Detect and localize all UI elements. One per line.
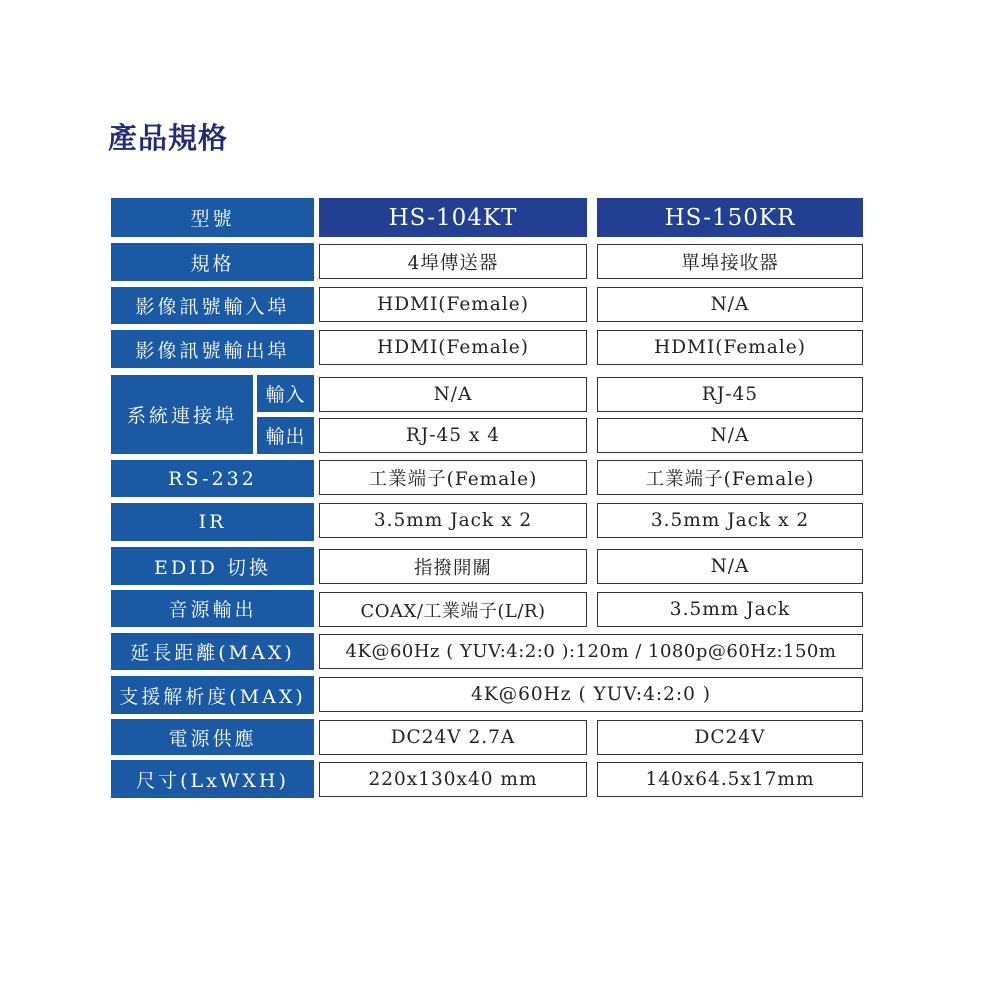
model-hs-150kr-header: HS-150KR <box>597 198 863 237</box>
extension-distance-label: 延長距離(MAX) <box>111 633 314 670</box>
system-port-label: 系統連接埠 <box>111 375 253 454</box>
size-label: 尺寸(LxWXH) <box>111 760 314 798</box>
rs232-value-1: 工業端子(Female) <box>319 460 587 495</box>
audio-output-value-2: 3.5mm Jack <box>597 592 863 627</box>
resolution-value: 4K@60Hz ( YUV:4:2:0 ) <box>319 677 863 712</box>
audio-output-label: 音源輸出 <box>111 590 314 627</box>
video-input-value-2: N/A <box>597 287 863 322</box>
system-output-value-2: N/A <box>597 418 863 453</box>
edid-value-2: N/A <box>597 549 863 584</box>
ir-label: IR <box>111 503 314 541</box>
rs232-value-2: 工業端子(Female) <box>597 460 863 495</box>
model-header-label: 型號 <box>111 198 314 237</box>
system-port-output-label: 輸出 <box>257 417 314 454</box>
system-input-value-1: N/A <box>319 377 587 412</box>
size-value-2: 140x64.5x17mm <box>597 762 863 797</box>
video-output-value-2: HDMI(Female) <box>597 330 863 365</box>
extension-distance-value: 4K@60Hz ( YUV:4:2:0 ):120m / 1080p@60Hz:150m <box>319 634 863 669</box>
system-port-input-label: 輸入 <box>257 375 314 412</box>
ir-value-1: 3.5mm Jack x 2 <box>319 503 587 538</box>
ir-value-2: 3.5mm Jack x 2 <box>597 503 863 538</box>
page-title: 產品規格 <box>108 121 229 155</box>
spec-value-2: 單埠接收器 <box>597 244 863 279</box>
resolution-label: 支援解析度(MAX) <box>111 676 314 714</box>
system-output-value-1: RJ-45 x 4 <box>319 418 587 453</box>
rs232-label: RS-232 <box>111 460 314 497</box>
spec-value-1: 4埠傳送器 <box>319 244 587 279</box>
system-input-value-2: RJ-45 <box>597 377 863 412</box>
size-value-1: 220x130x40 mm <box>319 762 587 797</box>
edid-value-1: 指撥開關 <box>319 549 587 584</box>
video-output-label: 影像訊號輸出埠 <box>111 330 314 368</box>
model-hs-104kt-header: HS-104KT <box>319 198 587 237</box>
edid-label: EDID 切換 <box>111 547 314 585</box>
video-input-value-1: HDMI(Female) <box>319 287 587 322</box>
video-output-value-1: HDMI(Female) <box>319 330 587 365</box>
video-input-label: 影像訊號輸入埠 <box>111 287 314 324</box>
power-supply-label: 電源供應 <box>111 719 314 755</box>
power-supply-value-1: DC24V 2.7A <box>319 720 587 755</box>
spec-label: 規格 <box>111 243 314 281</box>
audio-output-value-1: COAX/工業端子(L/R) <box>319 592 587 627</box>
power-supply-value-2: DC24V <box>597 720 863 755</box>
